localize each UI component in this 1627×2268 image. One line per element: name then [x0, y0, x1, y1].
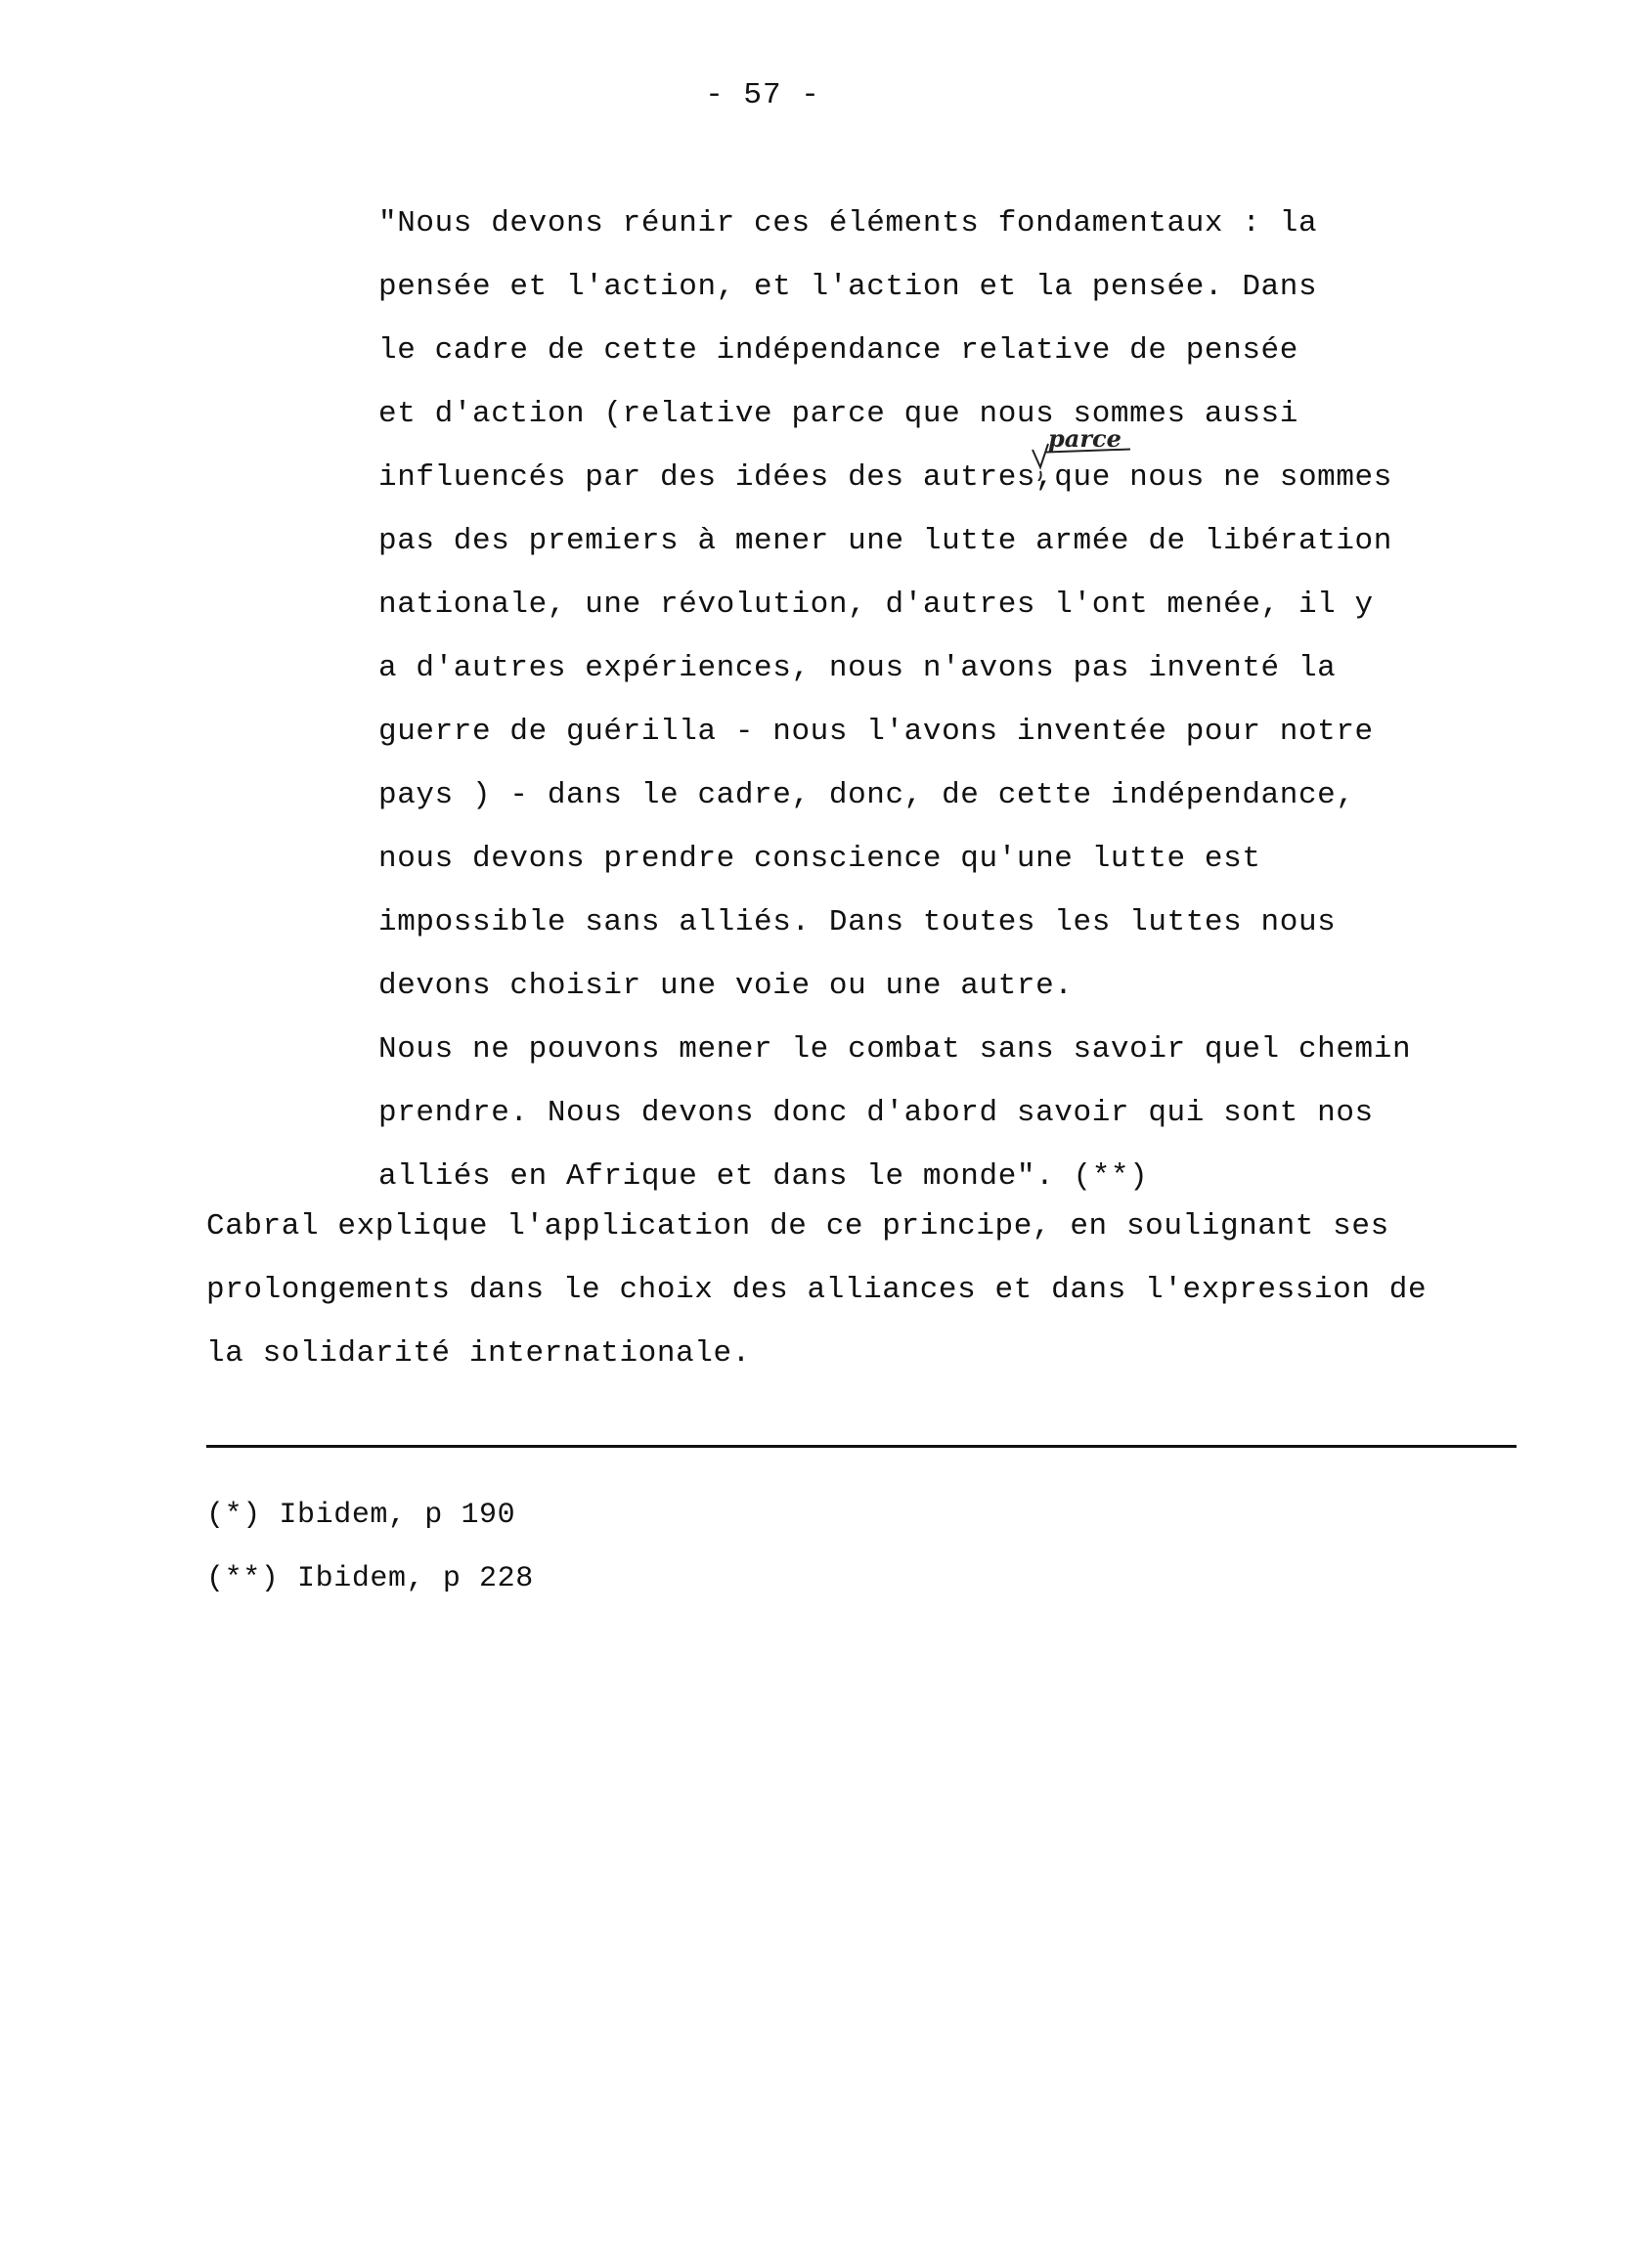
page-number: - 57 - — [705, 78, 820, 112]
quote-line: pensée et l'action, et l'action et la pensée. Dans — [378, 270, 1318, 304]
quote-line: et d'action (relative parce que nous sommes aussi — [378, 397, 1298, 431]
footnote: (**) Ibidem, p 228 — [206, 1562, 534, 1595]
body-paragraph — [206, 1195, 1526, 1385]
quote-line: le cadre de cette indépendance relative de pensée — [378, 333, 1298, 368]
quotation-block — [378, 192, 1532, 1208]
handwritten-insert: parce — [1048, 424, 1121, 453]
quote-line: impossible sans alliés. Dans toutes les luttes nous — [378, 905, 1337, 939]
body-line: la solidarité internationale. — [206, 1336, 751, 1371]
footnote: (*) Ibidem, p 190 — [206, 1499, 516, 1532]
quote-line: guerre de guérilla - nous l'avons inventée pour notre — [378, 715, 1374, 749]
body-line: prolongements dans le choix des alliances et dans l'expression de — [206, 1273, 1428, 1307]
quote-line: Nous ne pouvons mener le combat sans savoir quel chemin — [378, 1032, 1412, 1067]
quote-line: devons choisir une voie ou une autre. — [378, 969, 1074, 1003]
quote-line: prendre. Nous devons donc d'abord savoir qui sont nos — [378, 1096, 1374, 1130]
quote-line: nous devons prendre conscience qu'une lutte est — [378, 842, 1261, 876]
quote-line: influencés par des idées des autres,que nous ne sommes — [378, 460, 1392, 495]
quote-line: pas des premiers à mener une lutte armée de libération — [378, 524, 1392, 558]
body-line: Cabral explique l'application de ce principe, en soulignant ses — [206, 1209, 1389, 1243]
quote-line: alliés en Afrique et dans le monde". (**) — [378, 1159, 1149, 1194]
quote-line: nationale, une révolution, d'autres l'ont menée, il y — [378, 588, 1374, 622]
quote-line: pays ) - dans le cadre, donc, de cette indépendance, — [378, 778, 1355, 812]
footnotes — [206, 1484, 989, 1611]
quote-line: a d'autres expériences, nous n'avons pas inventé la — [378, 651, 1337, 685]
footnote-divider — [206, 1445, 1517, 1448]
quote-line: "Nous devons réunir ces éléments fondamentaux : la — [378, 206, 1318, 240]
insertion-caret-icon — [1031, 442, 1050, 481]
